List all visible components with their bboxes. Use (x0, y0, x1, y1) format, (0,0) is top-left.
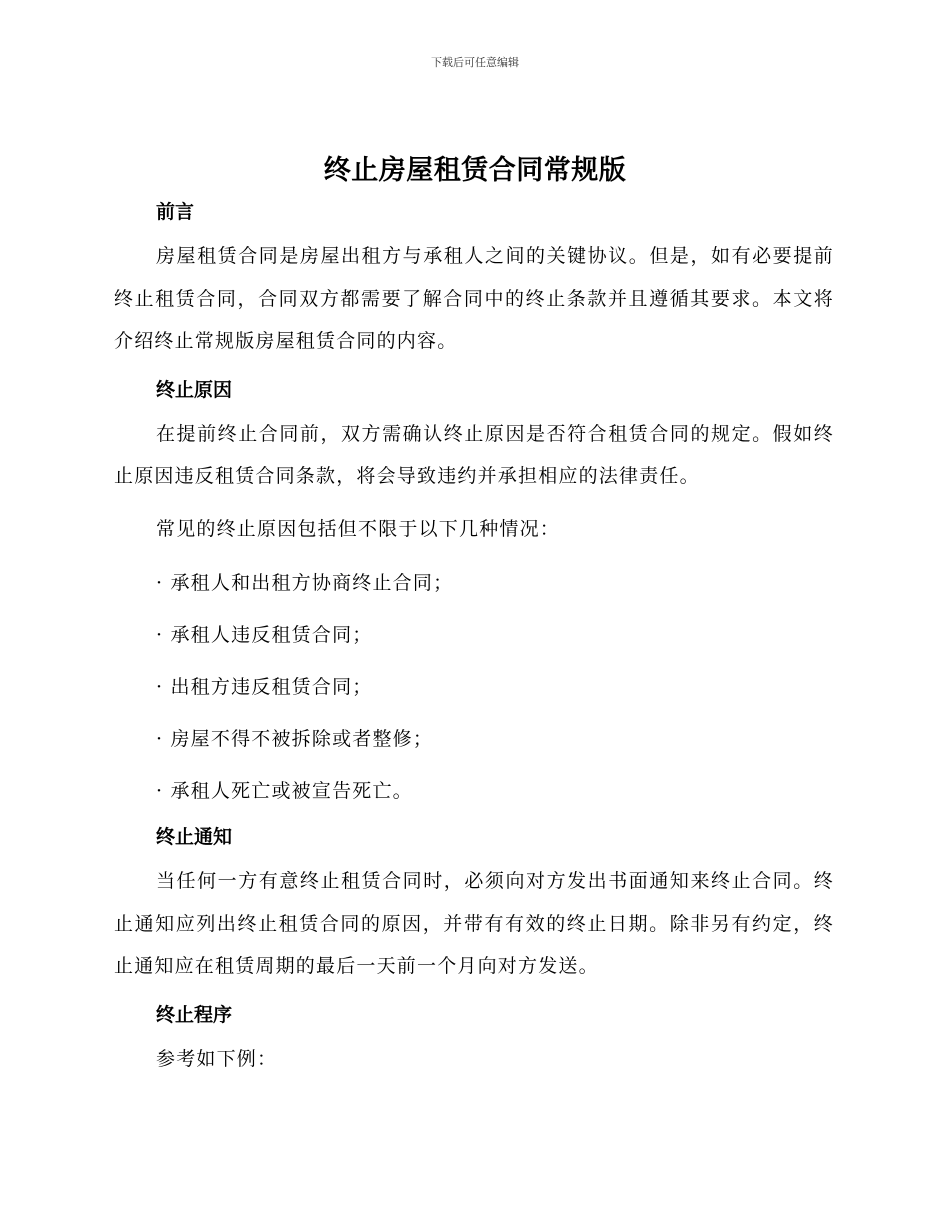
list-item: · 承租人和出租方协商终止合同； (156, 572, 454, 594)
section-heading: 终止原因 (156, 378, 233, 401)
document-body (114, 192, 834, 1087)
header-note: 下载后可任意编辑 (431, 56, 519, 69)
list-item: · 承租人死亡或被宣告死亡。 (156, 780, 413, 802)
list-item: · 出租方违反租赁合同； (156, 676, 373, 698)
section-termination-notice (114, 817, 834, 995)
paragraph: 在提前终止合同前，双方需确认终止原因是否符合租赁合同的规定。假如终止原因违反租赁合同条款，将会导致违约并承担相应的法律责任。 (114, 422, 834, 487)
paragraph: 常见的终止原因包括但不限于以下几种情况： (156, 517, 561, 540)
list-item: · 房屋不得不被拆除或者整修； (156, 728, 434, 750)
section-heading: 前言 (156, 201, 195, 223)
paragraph: 房屋租赁合同是房屋出租方与承租人之间的关键协议。但是，如有必要提前终止租赁合同，合同双方都需要了解合同中的终止条款并且遵循其要求。本文将介绍终止常规版房屋租赁合同的内容。 (114, 245, 834, 352)
section-heading: 终止通知 (156, 826, 233, 848)
section-heading: 终止程序 (156, 1003, 233, 1026)
paragraph: 当任何一方有意终止租赁合同时，必须向对方发出书面通知来终止合同。终止通知应列出终止租赁合同的原因，并带有有效的终止日期。除非另有约定，终止通知应在租赁周期的最后一天前一个月向对方发送。 (114, 870, 834, 977)
paragraph: 参考如下例： (156, 1047, 278, 1070)
section-preface (114, 192, 834, 370)
bullet-list (114, 557, 834, 817)
document-title: 终止房屋租赁合同常规版 (323, 155, 627, 186)
list-item: · 承租人违反租赁合同； (156, 624, 373, 646)
section-termination-procedure (114, 995, 834, 1088)
section-termination-reasons (114, 370, 834, 818)
